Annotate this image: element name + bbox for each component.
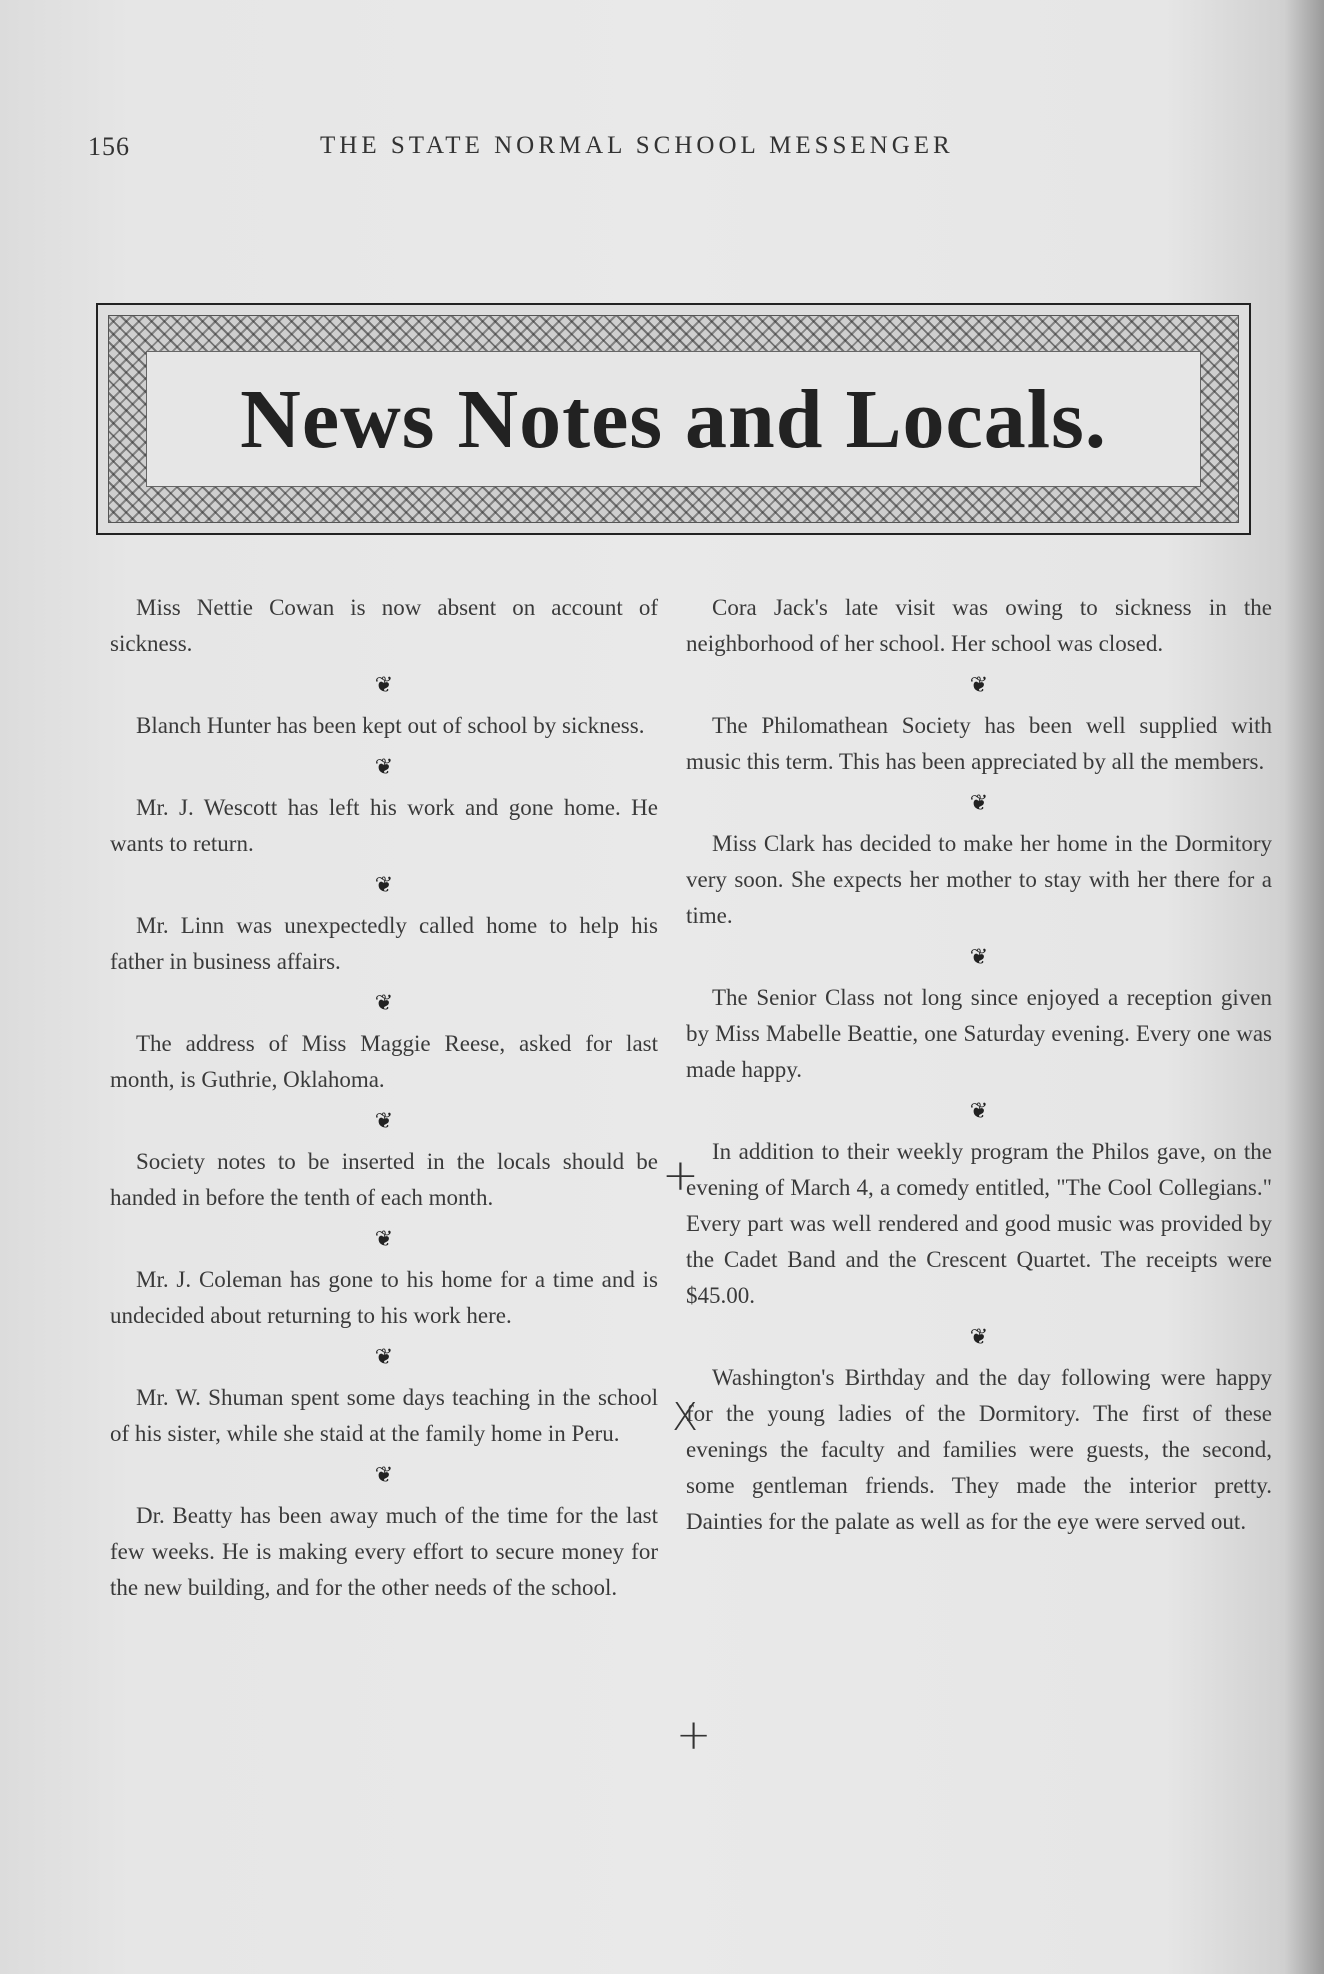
running-title: THE STATE NORMAL SCHOOL MESSENGER [320, 132, 954, 159]
separator-ornament-icon: ❦ [374, 1462, 394, 1487]
news-item: The Senior Class not long since enjoyed a reception given by Miss Mabelle Beattie, one Saturday evening. Every one was made happy. [686, 985, 1272, 1082]
news-item: Miss Clark has decided to make her home in the Dormitory very soon. She expects her mother to stay with her there for a time. [686, 831, 1272, 928]
news-item: Mr. J. Wescott has left his work and gone home. He wants to return. [110, 795, 658, 856]
separator-ornament-icon: ❦ [969, 790, 989, 815]
separator-ornament-icon: ❦ [969, 672, 989, 697]
news-item: The Philomathean Society has been well supplied with music this term. This has been appreciated by all the members. [686, 713, 1272, 774]
news-item: In addition to their weekly program the Philos gave, on the evening of March 4, a comedy entitled, "The Cool Collegians." Every part was well rendered and good music was provided by the Cadet Band and the Crescent Quartet. The receipts were $45.00. [686, 1139, 1272, 1308]
margin-mark-plus-icon: + [662, 1150, 699, 1201]
right-column [686, 590, 1272, 1540]
news-item: Washington's Birthday and the day following were happy for the young ladies of the Dormitory. The first of these evenings the faculty and families were guests, the second, some gentleman friends. They made the interior pretty. Dainties for the palate as well as for the eye were served out. [686, 1365, 1272, 1534]
separator-ornament-icon: ❦ [374, 1108, 394, 1133]
page-number: 156 [88, 132, 130, 161]
separator-ornament-icon: ❦ [969, 1324, 989, 1349]
news-item: Miss Nettie Cowan is now absent on account of sickness. [110, 595, 658, 656]
section-title: News Notes and Locals. [240, 372, 1107, 466]
news-item: Mr. Linn was unexpectedly called home to help his father in business affairs. [110, 913, 658, 974]
page-header [0, 126, 1324, 166]
news-item: Mr. J. Coleman has gone to his home for a time and is undecided about returning to his work here. [110, 1267, 658, 1328]
separator-ornament-icon: ❦ [374, 754, 394, 779]
margin-mark-x-icon: X [672, 1395, 699, 1439]
section-banner [96, 303, 1251, 535]
separator-ornament-icon: ❦ [969, 1098, 989, 1123]
separator-ornament-icon: ❦ [374, 872, 394, 897]
separator-ornament-icon: ❦ [374, 1344, 394, 1369]
separator-ornament-icon: ❦ [374, 672, 394, 697]
news-item: Mr. W. Shuman spent some days teaching in the school of his sister, while she staid at the family home in Peru. [110, 1385, 658, 1446]
banner-inner [146, 351, 1201, 487]
separator-ornament-icon: ❦ [374, 990, 394, 1015]
news-item: Dr. Beatty has been away much of the time for the last few weeks. He is making every effort to secure money for the new building, and for the other needs of the school. [110, 1503, 658, 1600]
margin-mark-plus-icon: + [676, 1710, 712, 1759]
separator-ornament-icon: ❦ [969, 944, 989, 969]
news-item: Society notes to be inserted in the locals should be handed in before the tenth of each month. [110, 1149, 658, 1210]
news-item: Cora Jack's late visit was owing to sickness in the neighborhood of her school. Her school was closed. [686, 595, 1272, 656]
news-item: Blanch Hunter has been kept out of school by sickness. [136, 713, 645, 738]
separator-ornament-icon: ❦ [374, 1226, 394, 1251]
news-item: The address of Miss Maggie Reese, asked for last month, is Guthrie, Oklahoma. [110, 1031, 658, 1092]
left-column [110, 590, 658, 1606]
